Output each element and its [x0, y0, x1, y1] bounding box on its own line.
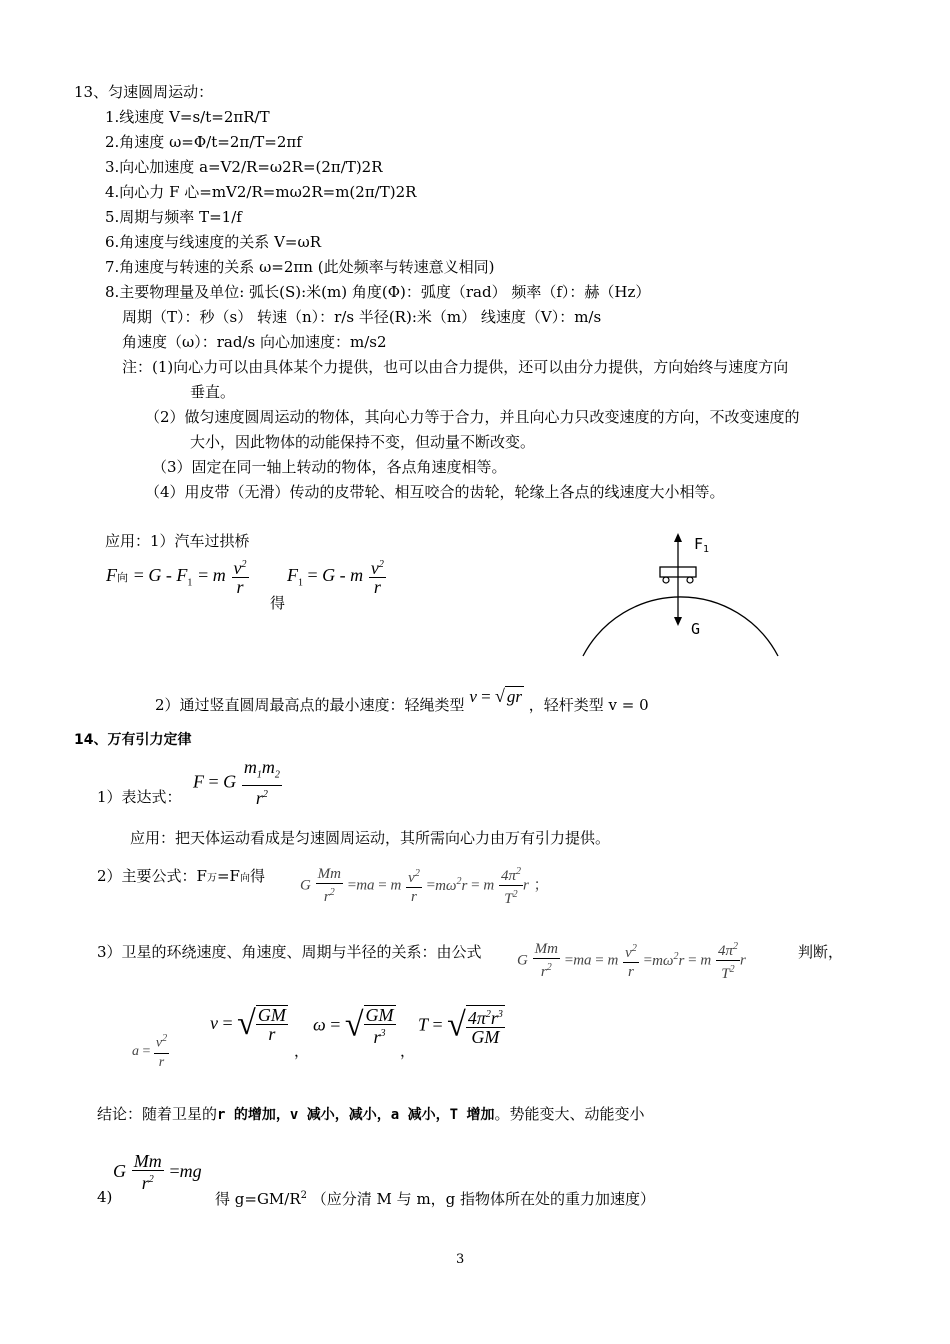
note-line: 垂直。 [190, 383, 236, 401]
de-label: 得 [270, 594, 286, 612]
page-number: 3 [456, 1252, 465, 1267]
item4-label: 4) [97, 1188, 113, 1206]
main-formula-label: 2）主要公式：F万=F向得 [97, 867, 265, 885]
formula-line: 7.角速度与转速的关系 ω=2πn (此处频率与转速意义相同) [105, 258, 495, 276]
comma: ， [400, 1042, 416, 1060]
units-line: 角速度（ω）：rad/s 向心加速度：m/s2 [122, 333, 387, 351]
formula-line: 4.向心力 F 心=mV2/R=mω2R=m(2π/T)2R [105, 183, 417, 201]
item4-line: 得 $g=GM/R^2$ （应分清 M 与 m，g 指物体所在处的重力加速度） [215, 1190, 656, 1208]
conclusion-line: 结论：随着卫星的r 的增加，v 减小，减小，a 减小，T 增加。势能变大、动能变小 [97, 1105, 645, 1123]
car-wheel [687, 577, 693, 583]
car-wheel [663, 577, 669, 583]
arch-bridge-diagram [575, 530, 790, 660]
units-line: 周期（T）：秒（s） 转速（n）：r/s 半径(R):米（m） 线速度（V）：m/s [122, 308, 602, 326]
application-heading: 应用：1）汽车过拱桥 [105, 532, 250, 550]
satellite-line: 3）卫星的环绕速度、角速度、周期与半径的关系：由公式 [97, 943, 482, 961]
omega-formula: ω = √ $\frac{GM}{r^3}$ [313, 1005, 394, 1047]
gravitation-formula: F = G $\frac{m_1m_2}{r^2}$ [193, 757, 280, 808]
section13-title: 13、匀速圆周运动： [74, 83, 214, 101]
comma: ， [294, 1042, 310, 1060]
arrowhead-up [674, 533, 682, 542]
min-speed-line: 2）通过竖直圆周最高点的最小速度：轻绳类型 v = √ gr ，轻杆类型 v = 0 [155, 686, 649, 714]
g-label: G [691, 620, 701, 638]
bridge-formula-2: $F_1 = G - m$ $\frac{v^2}{r}$ [287, 558, 384, 597]
formula-line: 2.角速度 ω=Φ/t=2π/T=2πf [105, 133, 302, 151]
judge-label: 判断， [798, 943, 844, 961]
arrowhead-down [674, 617, 682, 626]
velocity-formula: v = √ $\frac{GM}{r}$ [210, 1005, 286, 1044]
bridge-formula: F向 = $G - F_1 = m$ $\frac{v^2}{r}$ [106, 558, 247, 597]
section14-title: 14、万有引力定律 [74, 732, 192, 748]
main-formula: G $\frac{Mm}{r^2}$ =ma = m $\frac{v^2}{r}$ $=m\omega^2r = m$ $\frac{4\pi^2}{T^2}$ r ； [300, 863, 549, 908]
note-line: （2）做匀速度圆周运动的物体，其向心力等于合力，并且向心力只改变速度的方向，不改变速度的 [145, 408, 800, 426]
application-line: 应用：把天体运动看成是匀速圆周运动，其所需向心力由万有引力提供。 [130, 829, 611, 847]
note-line: （3）固定在同一轴上转动的物体，各点角速度相等。 [152, 458, 507, 476]
period-formula: T = √ $\frac{4\pi^2r^3}{GM}$ [418, 1006, 503, 1047]
accel-formula: a = $\frac{v^2}{r}$ [132, 1030, 169, 1072]
formula-line: 3.向心加速度 a=V2/R=ω2R=(2π/T)2R [105, 158, 383, 176]
satellite-formula: G $\frac{Mm}{r^2}$ =ma = m $\frac{v^2}{r}$ $=m\omega^2r = m$ $\frac{4\pi^2}{T^2}$ r [517, 938, 746, 983]
expression-label: 1）表达式： [97, 788, 182, 806]
note-line: 注：(1)向心力可以由具体某个力提供，也可以由合力提供，还可以由分力提供，方向始终与速度方向 [122, 358, 789, 376]
note-line: （4）用皮带（无滑）传动的皮带轮、相互咬合的齿轮，轮缘上各点的线速度大小相等。 [145, 483, 725, 501]
formula-line: 1.线速度 V=s/t=2πR/T [105, 108, 270, 126]
formula-line: 6.角速度与线速度的关系 V=ωR [105, 233, 322, 251]
surface-gravity-formula: G $\frac{Mm}{r^2}$ =mg [113, 1151, 202, 1193]
f1-label: $F_1$ [694, 535, 710, 555]
arch-curve [583, 597, 778, 656]
formula-line: 5.周期与频率 T=1/f [105, 208, 242, 226]
note-line: 大小，因此物体的动能保持不变，但动量不断改变。 [190, 433, 536, 451]
units-line: 8.主要物理量及单位: 弧长(S):米(m) 角度(Φ)：弧度（rad） 频率（f）：赫（Hz） [105, 283, 651, 301]
